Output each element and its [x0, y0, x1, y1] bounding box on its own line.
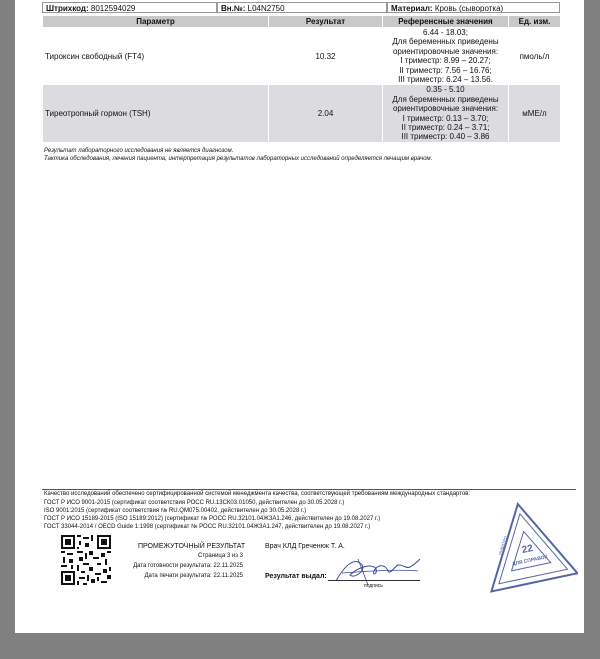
reference-line: II триместр: 0.24 – 3.71;: [401, 123, 490, 133]
qr-code: [61, 535, 111, 585]
barcode-value: 8012594029: [90, 4, 136, 13]
reference-cell: [383, 28, 509, 85]
table-header-row: [43, 16, 561, 28]
reference-line: III триместр: 6.24 – 13.56.: [398, 75, 493, 85]
reference-line: Для беременных приведены: [392, 94, 499, 104]
result-cell: 10.32: [269, 28, 383, 85]
parameter-cell: Тиреотропный гормон (TSH): [43, 85, 269, 142]
footer-divider: [42, 489, 576, 490]
issued-by-label: Результат выдал:: [265, 573, 327, 580]
reference-line: ориентировочные значения:: [392, 46, 499, 56]
disclaimer-note: Тактика обследования, лечения пациента, интерпретация результатов лабораторных исследований определяется лечащим врачом.: [44, 156, 433, 162]
table-row: [43, 28, 561, 85]
reference-line: I триместр: 0.13 – 3.70;: [402, 113, 489, 123]
material-label: Материал:: [391, 4, 433, 13]
reference-line: III триместр: 0.40 – 3.86: [401, 132, 490, 142]
reference-line: ориентировочные значения:: [392, 104, 499, 114]
disclaimer-note: Результат лабораторного исследования не является диагнозом.: [44, 148, 234, 154]
reference-cell: [383, 85, 509, 142]
internal-number-value: L04N2750: [247, 4, 285, 13]
stamp-ring-text: ИНВИТРО: [497, 535, 509, 556]
ready-date: Дата готовности результата: 22.11.2025: [133, 563, 243, 569]
quality-statement: Качество исследований обеспечено сертифицированной системой менеджмента качества, соответствующей требованиям международных стандартов:: [44, 491, 471, 497]
reference-line: I триместр: 8.99 – 20.27;: [400, 56, 491, 66]
unit-cell: пмоль/л: [509, 28, 561, 85]
certificate-line: ГОСТ Р ИСО 15189-2015 (ISO 15189:2012) (сертификат № РОСС RU.32101.04ЖЗА1.246, действителен до 19.08.2027 г.): [44, 516, 381, 522]
material-cell: [387, 2, 560, 13]
document-page: [15, 0, 584, 633]
interim-result-label: ПРОМЕЖУТОЧНЫЙ РЕЗУЛЬТАТ: [138, 543, 246, 550]
page-number: Страница 3 из 3: [198, 553, 243, 559]
reference-line: II триместр: 7.56 – 16.76;: [399, 65, 492, 75]
parameter-cell: Тироксин свободный (FT4): [43, 28, 269, 85]
column-header: Ед. изм.: [509, 16, 561, 28]
print-date: Дата печати результата: 22.11.2025: [144, 573, 243, 579]
barcode-cell: [42, 2, 217, 13]
signature-line: [328, 580, 420, 581]
reference-line: 0.35 - 5.10: [426, 85, 465, 95]
document-header: [42, 2, 560, 14]
table-row: [43, 85, 561, 142]
reference-line: 6.44 - 18.03;: [423, 28, 468, 37]
lab-stamp: [478, 497, 578, 597]
certificate-line: ISO 9001:2015 (сертификат соответствия № RU.QM075.00402, действителен до 30.05.2028 г.): [44, 508, 307, 514]
barcode-label: Штрихкод:: [46, 4, 89, 13]
internal-number-label: Вн.№:: [221, 4, 246, 13]
stamp-number: 22: [520, 543, 535, 557]
column-header: Референсные значения: [383, 16, 509, 28]
column-header: Результат: [269, 16, 383, 28]
doctor-name: Врач КЛД Греченюк Т. А.: [265, 543, 345, 550]
stamp-text: ДЛЯ СПРАВОК: [511, 554, 549, 568]
internal-number-cell: [217, 2, 387, 13]
results-table: [42, 15, 561, 143]
column-header: Параметр: [43, 16, 269, 28]
result-cell: 2.04: [269, 85, 383, 142]
certificate-line: ГОСТ 33044-2014 / OECD Guide 1:1998 (сертификат № РОСС RU.32101.04ЖЗА1.247, действителен до 19.08.2027 г.): [44, 524, 371, 530]
reference-line: Для беременных приведены: [392, 37, 499, 47]
unit-cell: мМЕ/л: [509, 85, 561, 142]
material-value: Кровь (сыворотка): [434, 4, 504, 13]
certificate-line: ГОСТ Р ИСО 9001-2015 (сертификат соответствия РОСС RU.13СК03.01050, действителен до 30.05.2028 г.): [44, 500, 345, 506]
signature-caption: подпись: [364, 583, 383, 589]
